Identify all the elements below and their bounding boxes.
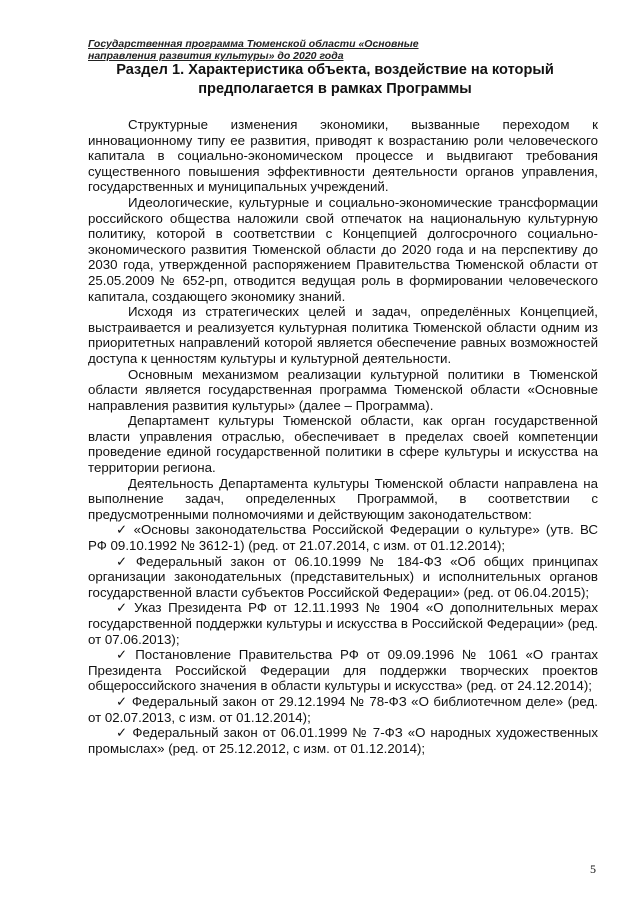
law-list-item: [88, 647, 598, 694]
paragraph: Исходя из стратегических целей и задач, определённых Концепцией, выстраивается и реализуется культурная политика Тюменской области одним из приоритетных направлений которой является обеспечение равных возможностей доступа к ценностям культуры и культурной деятельности.: [88, 304, 598, 366]
law-list-item: [88, 694, 598, 725]
check-mark-icon: ✓: [116, 600, 131, 616]
law-text: Федеральный закон от 06.01.1999 № 7-ФЗ «О народных художественных промыслах» (ред. от 25.12.2012, с изм. от 01.12.2014);: [88, 725, 598, 756]
check-mark-icon: ✓: [116, 693, 128, 709]
page-number: 5: [590, 862, 596, 876]
check-mark-icon: ✓: [116, 522, 130, 538]
running-header: Государственная программа Тюменской области «Основные направления развития культуры» до 2020 года: [88, 38, 419, 62]
law-text: Постановление Правительства РФ от 09.09.1996 № 1061 «О грантах Президента Российской Федерации для поддержки творческих проектов общероссийского значения в области культуры и искусства» (ред. от 24.12.2014);: [88, 647, 598, 694]
check-mark-icon: ✓: [116, 553, 132, 569]
law-text: Указ Президента РФ от 12.11.1993 № 1904 «О дополнительных мерах государственной поддержки культуры и искусства в Российской Федерации» (ред. от 07.06.2013);: [88, 600, 598, 647]
law-list-item: [88, 554, 598, 601]
check-mark-icon: ✓: [116, 725, 129, 741]
section-title: Раздел 1. Характеристика объекта, воздействие на который предполагается в рамках Программы: [116, 62, 554, 97]
check-mark-icon: ✓: [116, 647, 132, 663]
paragraph: Департамент культуры Тюменской области, как орган государственной власти управления отраслью, обеспечивает в пределах своей компетенции проведение единой государственной политики в сфере культуры и искусства на территории региона.: [88, 413, 598, 476]
law-list-item: [88, 600, 598, 647]
law-list-item: [88, 725, 598, 756]
paragraph: Деятельность Департамента культуры Тюменской области направлена на выполнение задач, определенных Программой, в соответствии с предусмотренными полномочиями и действующим законодательством:: [88, 475, 598, 522]
law-text: Федеральный закон от 29.12.1994 № 78-ФЗ «О библиотечном деле» (ред. от 02.07.2013, с изм. от 01.12.2014);: [88, 693, 598, 725]
paragraph: Идеологические, культурные и социально-экономические трансформации российского общества наложили свой отпечаток на национальную культурную политику, которой в соответствии с Концепцией долгосрочного социально-экономического развития Тюменской области до 2020 года и на перспективу до 2030 года, утвержденной распоряжением Правительства Тюменской области от 25.05.2009 № 652-рп, отводится ведущая роль в формировании человеческого капитала, создающего экономику знаний.: [88, 194, 598, 304]
paragraph: Структурные изменения экономики, вызванные переходом к инновационному типу ее развития, приводят к возрастанию роли человеческого капитала в социально-экономическом процессе и выдвигают требования существенного повышения эффективности деятельности органов управления, государственных и муниципальных учреждений.: [88, 117, 598, 195]
law-list-item: [88, 522, 598, 553]
document-body: [88, 117, 598, 756]
law-text: Федеральный закон от 06.10.1999 № 184-ФЗ «Об общих принципах организации законодательных (представительных) и исполнительных органов государственной власти субъектов Российской Федерации» (ред. от 06.04.2015);: [88, 553, 598, 600]
paragraph: Основным механизмом реализации культурной политики в Тюменской области является государственная программа Тюменской области «Основные направления развития культуры» (далее – Программа).: [88, 366, 598, 413]
law-text: «Основы законодательства Российской Федерации о культуре» (утв. ВС РФ 09.10.1992 № 3612-1) (ред. от 21.07.2014, с изм. от 01.12.2014);: [88, 522, 598, 554]
